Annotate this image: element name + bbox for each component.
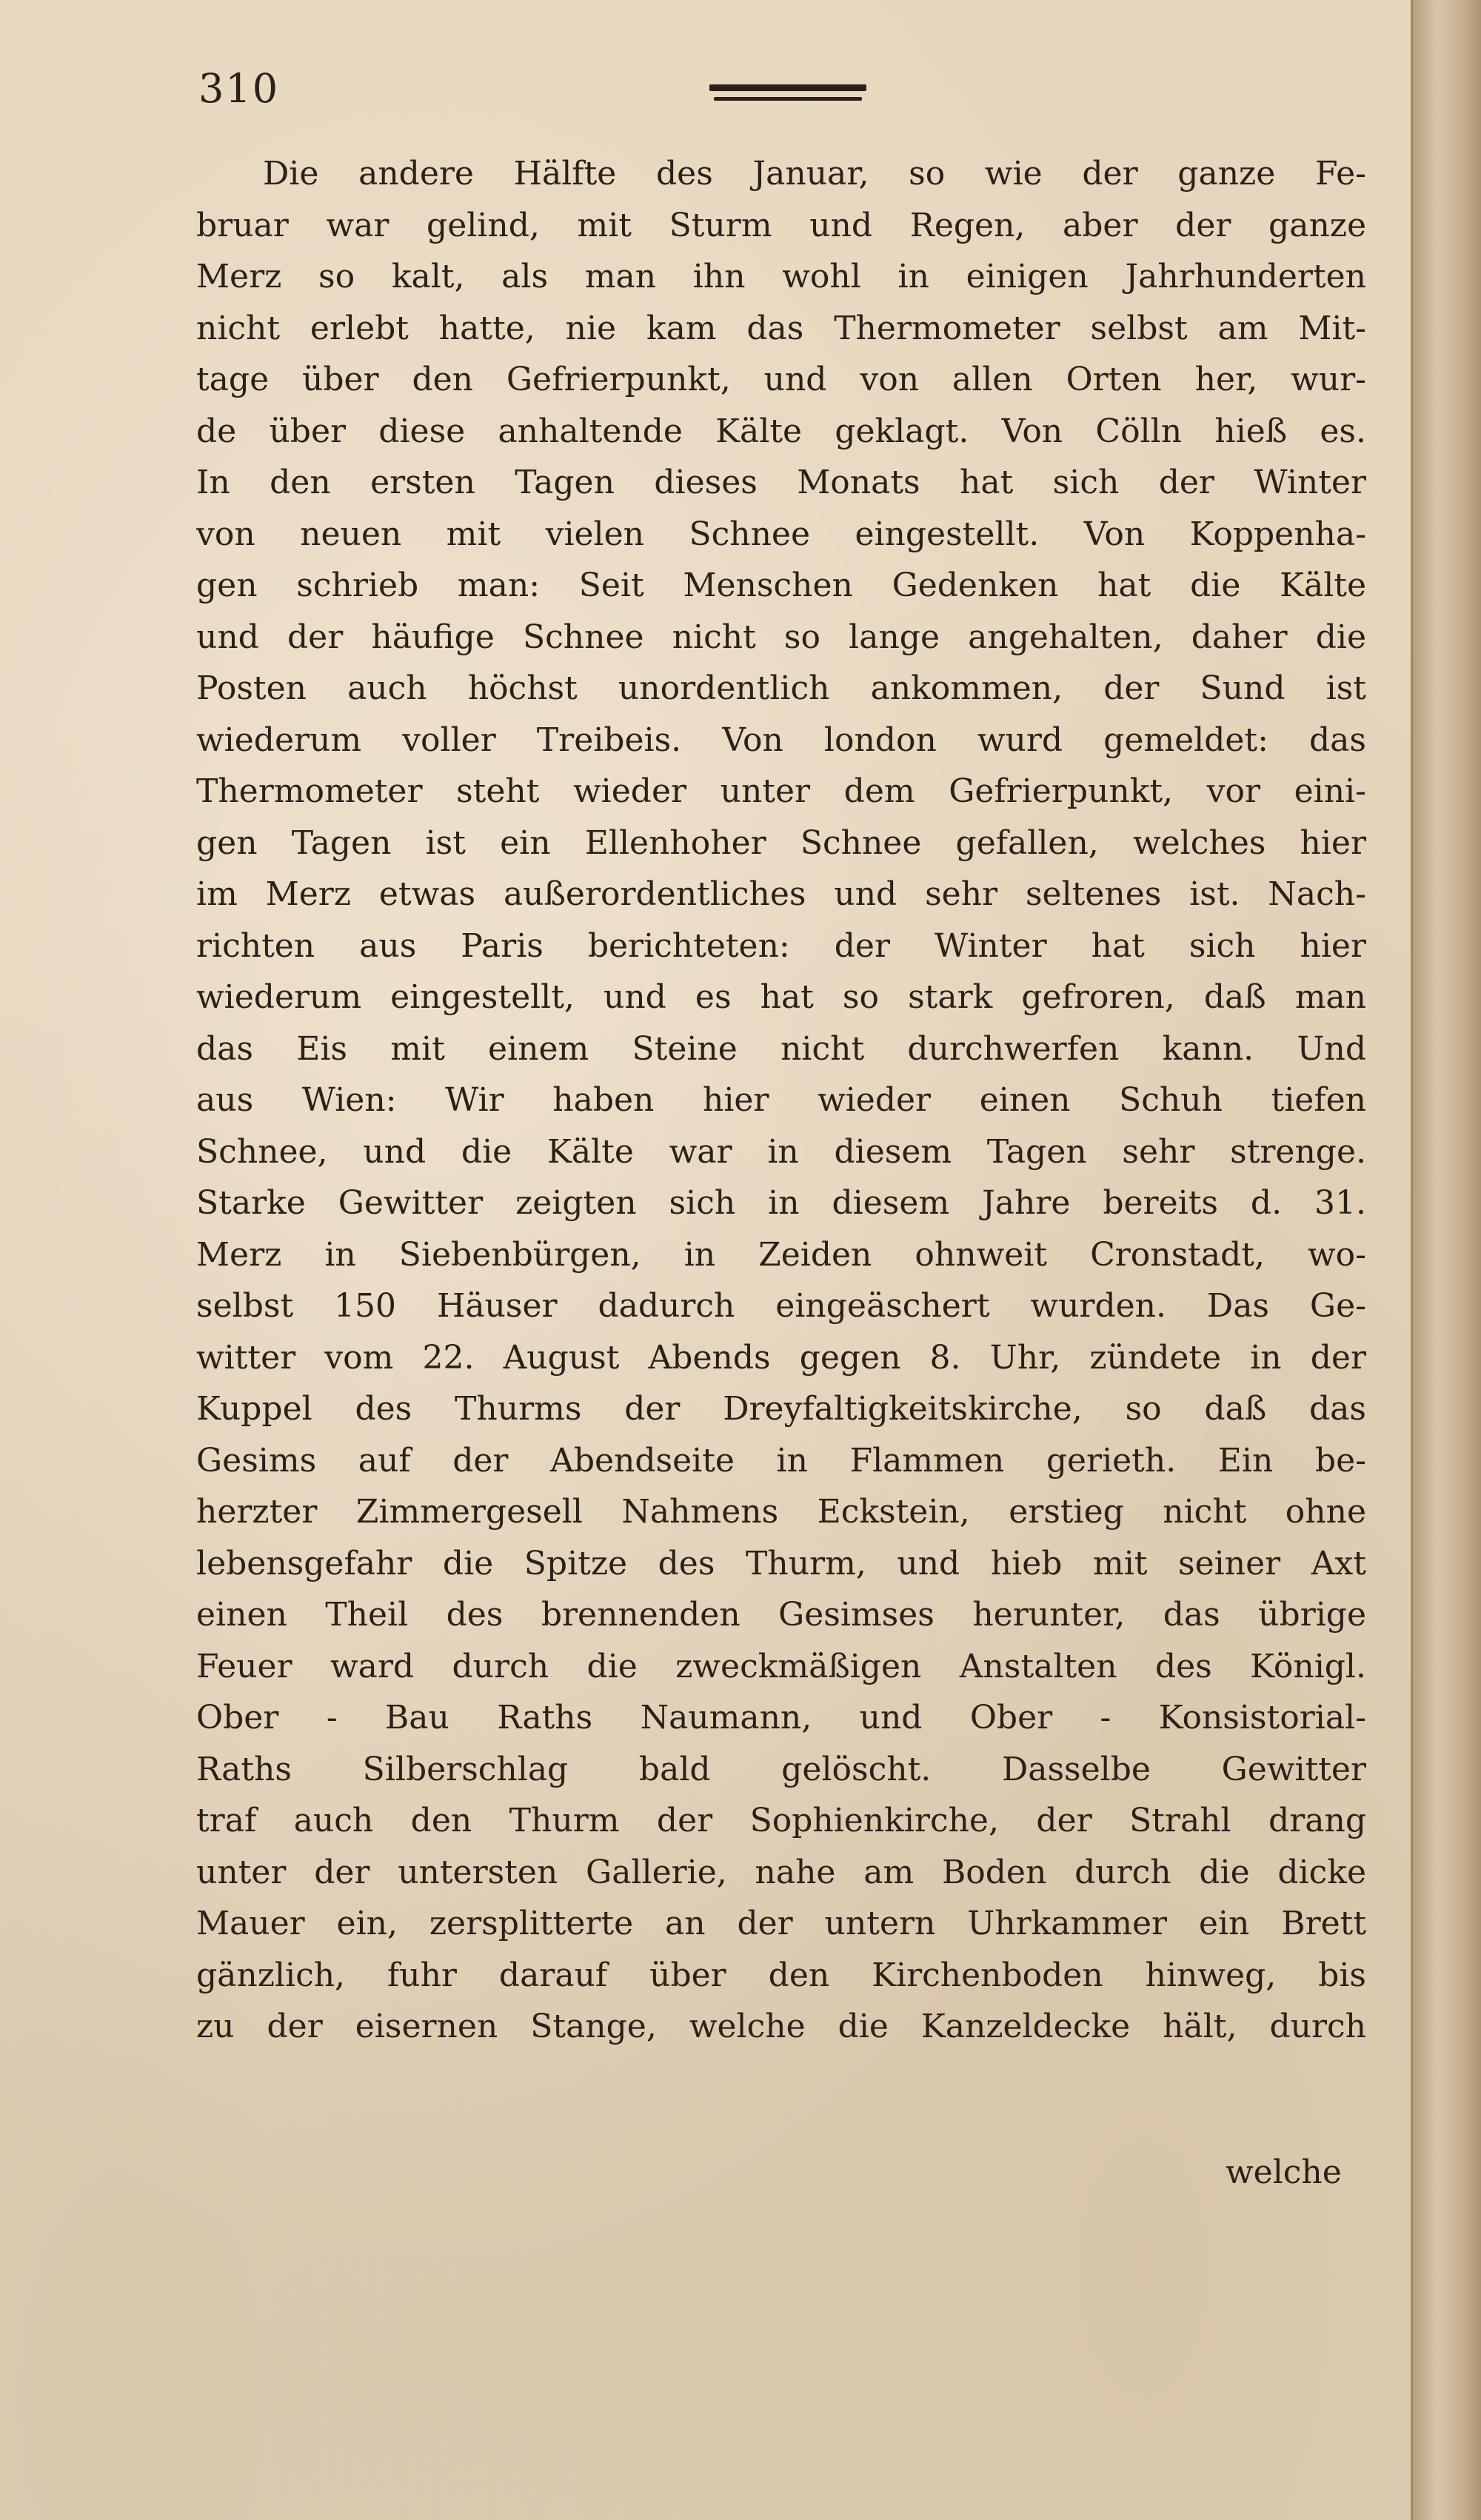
text-line: gen schrieb man: Seit Menschen Gedenken hat die Kälte bbox=[196, 567, 1366, 604]
text-line: witter vom 22. August Abends gegen 8. Uhr, zündete in der bbox=[196, 1338, 1366, 1377]
text-line: lebensgefahr die Spitze des Thurm, und hieb mit seiner Axt bbox=[196, 1544, 1366, 1582]
text-line: Merz in Siebenbürgen, in Zeiden ohnweit Cronstadt, wo- bbox=[196, 1235, 1366, 1274]
text-line: nicht erlebt hatte, nie kam das Thermometer selbst am Mit- bbox=[196, 309, 1366, 347]
catchword: welche bbox=[1226, 2153, 1342, 2191]
text-line: und der häufige Schnee nicht so lange angehalten, daher die bbox=[196, 618, 1366, 656]
text-line: herzter Zimmergesell Nahmens Eckstein, erstieg nicht ohne bbox=[196, 1493, 1366, 1531]
text-line: Feuer ward durch die zweckmäßigen Anstalten des Königl. bbox=[196, 1647, 1366, 1685]
text-line: Merz so kalt, als man ihn wohl in einigen Jahrhunderten bbox=[196, 258, 1366, 295]
text-line: gen Tagen ist ein Ellenhoher Schnee gefallen, welches hier bbox=[196, 823, 1366, 862]
text-line: de über diese anhaltende Kälte geklagt. Von Cölln hieß es. bbox=[196, 412, 1366, 450]
text-line: Ober - Bau Raths Naumann, und Ober - Konsistorial- bbox=[196, 1699, 1366, 1737]
text-line: aus Wien: Wir haben hier wieder einen Schuh tiefen bbox=[196, 1081, 1366, 1119]
body-text bbox=[196, 148, 1366, 2053]
text-line: Thermometer steht wieder unter dem Gefrierpunkt, vor eini- bbox=[196, 772, 1366, 810]
text-line: Kuppel des Thurms der Dreyfaltigkeitskirche, so daß das bbox=[196, 1390, 1366, 1428]
text-line: bruar war gelind, mit Sturm und Regen, aber der ganze bbox=[196, 206, 1366, 244]
ornament-rule bbox=[709, 84, 866, 91]
text-line: traf auch den Thurm der Sophienkirche, der Strahl drang bbox=[196, 1802, 1366, 1839]
text-line: gänzlich, fuhr darauf über den Kirchenboden hinweg, bis bbox=[196, 1956, 1366, 1994]
text-line: wiederum eingestellt, und es hat so stark gefroren, daß man bbox=[196, 978, 1366, 1016]
text-line: In den ersten Tagen dieses Monats hat sich der Winter bbox=[196, 464, 1366, 501]
text-line: einen Theil des brennenden Gesimses herunter, das übrige bbox=[196, 1596, 1366, 1634]
text-line: von neuen mit vielen Schnee eingestellt. Von Koppenha- bbox=[196, 515, 1366, 553]
text-line: richten aus Paris berichteten: der Winter hat sich hier bbox=[196, 926, 1366, 965]
text-line: Mauer ein, zersplitterte an der untern Uhrkammer ein Brett bbox=[196, 1905, 1366, 1942]
text-line: Posten auch höchst unordentlich ankommen, der Sund ist bbox=[196, 669, 1366, 707]
text-line: Gesims auf der Abendseite in Flammen gerieth. Ein be- bbox=[196, 1441, 1366, 1480]
ornament-rule-thin bbox=[714, 97, 862, 101]
header-ornament bbox=[709, 84, 866, 107]
text-line: selbst 150 Häuser dadurch eingeäschert wurden. Das Ge- bbox=[196, 1287, 1366, 1325]
text-line: Raths Silberschlag bald gelöscht. Dasselbe Gewitter bbox=[196, 1750, 1366, 1788]
text-line: unter der untersten Gallerie, nahe am Boden durch die dicke bbox=[196, 1853, 1366, 1891]
text-line: tage über den Gefrierpunkt, und von allen Orten her, wur- bbox=[196, 361, 1366, 398]
text-line: im Merz etwas außerordentliches und sehr seltenes ist. Nach- bbox=[196, 875, 1366, 913]
text-line: wiederum voller Treibeis. Von london wurd gemeldet: das bbox=[196, 721, 1366, 759]
text-line: das Eis mit einem Steine nicht durchwerfen kann. Und bbox=[196, 1029, 1366, 1068]
text-line: Starke Gewitter zeigten sich in diesem Jahre bereits d. 31. bbox=[196, 1184, 1366, 1222]
text-line: zu der eisernen Stange, welche die Kanzeldecke hält, durch bbox=[196, 2008, 1366, 2045]
book-spine-edge bbox=[1411, 0, 1481, 2520]
text-line: Die andere Hälfte des Januar, so wie der ganze Fe- bbox=[263, 155, 1366, 193]
page-number: 310 bbox=[198, 65, 280, 112]
text-line: Schnee, und die Kälte war in diesem Tagen sehr strenge. bbox=[196, 1132, 1366, 1171]
